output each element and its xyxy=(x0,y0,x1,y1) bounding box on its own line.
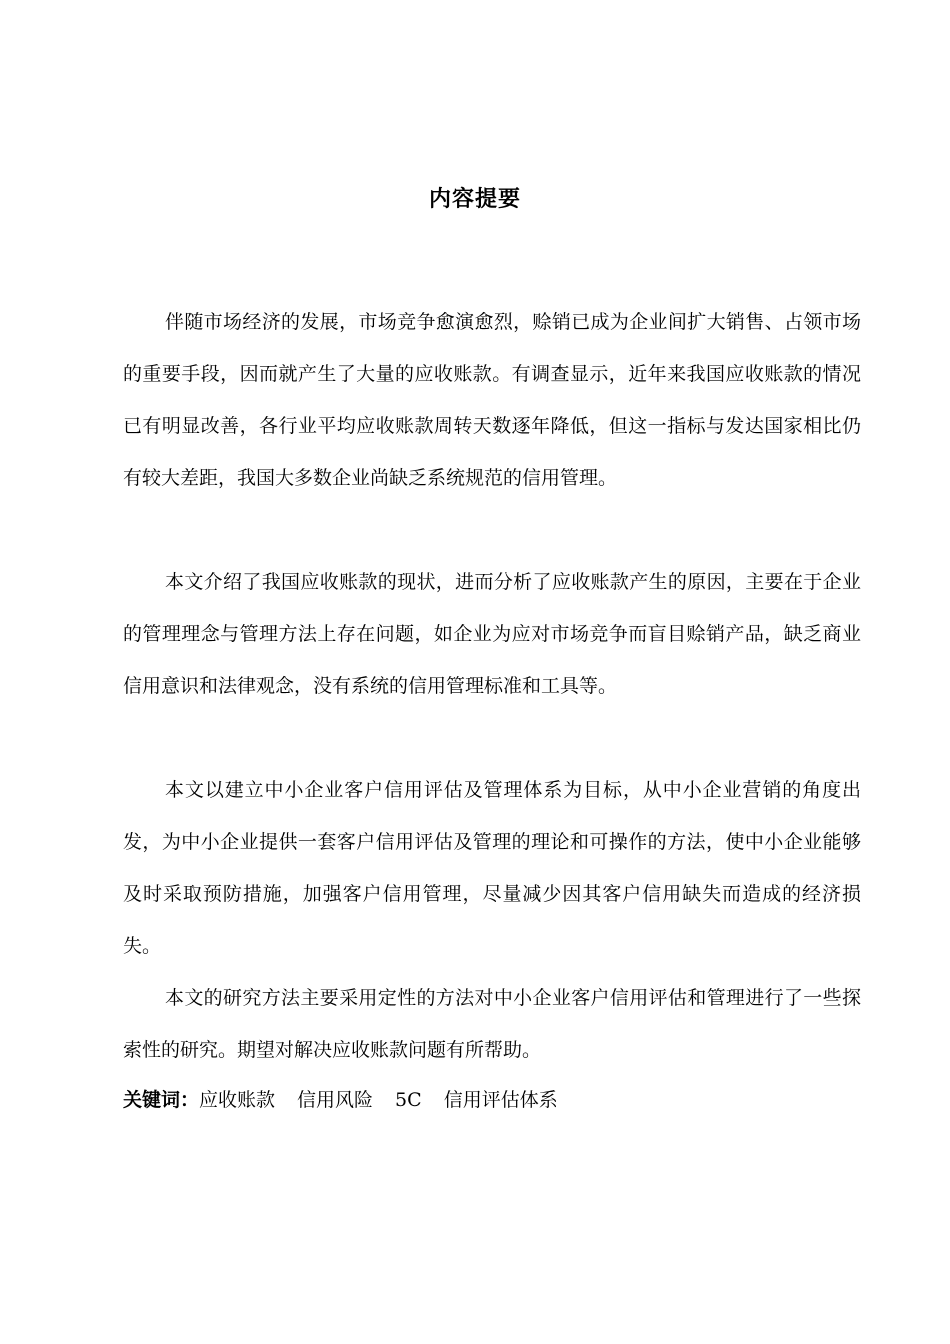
keywords-label: 关键词： xyxy=(123,1089,200,1111)
keywords-line xyxy=(123,1080,861,1120)
keyword-item: 信用评估体系 xyxy=(443,1089,558,1111)
abstract-paragraph-1: 伴随市场经济的发展，市场竞争愈演愈烈，赊销已成为企业间扩大销售、占领市场的重要手段，因而就产生了大量的应收账款。有调查显示，近年来我国应收账款的情况已有明显改善，各行业平均应收账款周转天数逐年降低，但这一指标与发达国家相比仍有较大差距，我国大多数企业尚缺乏系统规范的信用管理。 xyxy=(123,311,861,489)
page-title: 内容提要 xyxy=(428,187,521,212)
keyword-item: 应收账款 xyxy=(199,1089,276,1111)
abstract-paragraph-3: 本文以建立中小企业客户信用评估及管理体系为目标，从中小企业营销的角度出发，为中小企业提供一套客户信用评估及管理的理论和可操作的方法，使中小企业能够及时采取预防措施，加强客户信用管理，尽量减少因其客户信用缺失而造成的经济损失。 xyxy=(123,779,861,957)
keyword-item: 5C xyxy=(395,1089,422,1111)
abstract-paragraph-4: 本文的研究方法主要采用定性的方法对中小企业客户信用评估和管理进行了一些探索性的研究。期望对解决应收账款问题有所帮助。 xyxy=(123,987,861,1061)
keyword-item: 信用风险 xyxy=(297,1089,374,1111)
abstract-paragraph-2: 本文介绍了我国应收账款的现状，进而分析了应收账款产生的原因，主要在于企业的管理理念与管理方法上存在问题，如企业为应对市场竞争而盲目赊销产品，缺乏商业信用意识和法律观念，没有系统的信用管理标准和工具等。 xyxy=(123,571,861,697)
